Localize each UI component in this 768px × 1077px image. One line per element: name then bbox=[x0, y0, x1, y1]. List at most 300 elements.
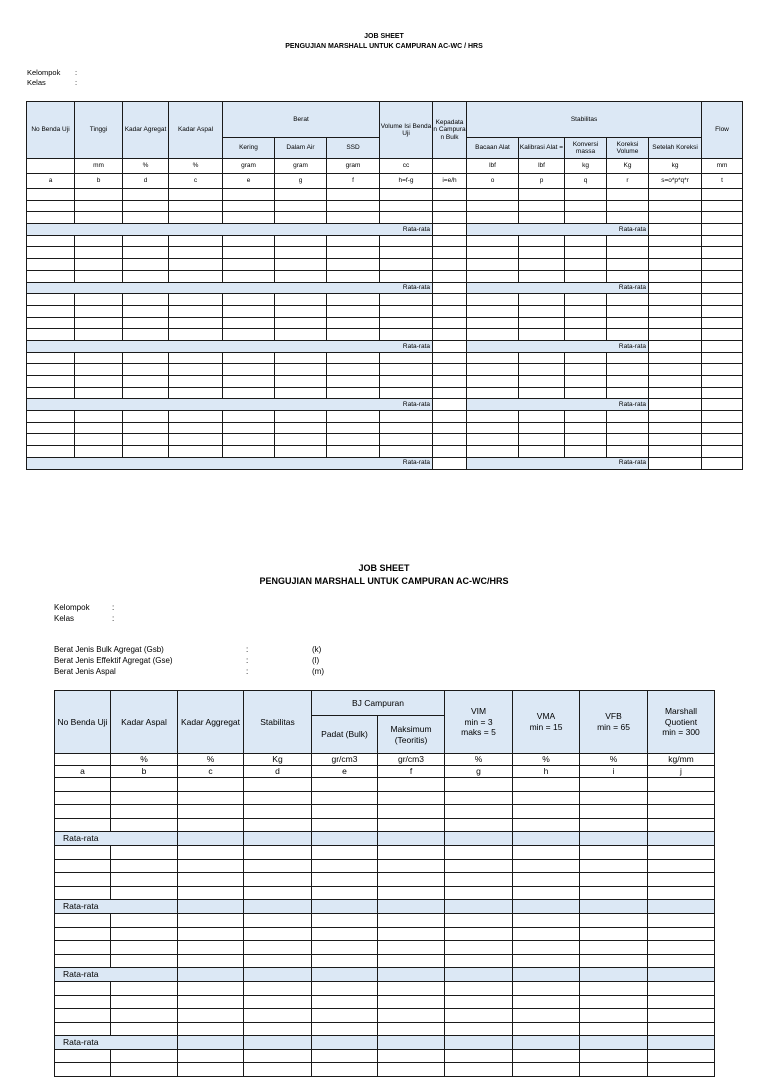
data-cell[interactable] bbox=[312, 927, 378, 941]
data-cell[interactable] bbox=[648, 981, 715, 995]
data-cell[interactable] bbox=[75, 446, 123, 458]
data-cell[interactable] bbox=[467, 189, 519, 201]
data-cell[interactable] bbox=[123, 446, 169, 458]
data-cell[interactable] bbox=[169, 317, 223, 329]
data-cell[interactable] bbox=[223, 411, 275, 423]
data-cell[interactable] bbox=[178, 981, 244, 995]
data-cell[interactable] bbox=[580, 981, 648, 995]
data-cell[interactable] bbox=[27, 329, 75, 341]
data-cell[interactable] bbox=[378, 818, 445, 832]
data-cell[interactable] bbox=[312, 778, 378, 792]
data-cell[interactable] bbox=[467, 376, 519, 388]
data-cell[interactable] bbox=[580, 1009, 648, 1023]
rata-rata-value[interactable] bbox=[244, 832, 312, 846]
data-cell[interactable] bbox=[312, 873, 378, 887]
data-cell[interactable] bbox=[380, 189, 433, 201]
rata-rata-value[interactable] bbox=[580, 832, 648, 846]
data-cell[interactable] bbox=[75, 270, 123, 282]
data-cell[interactable] bbox=[327, 235, 380, 247]
data-cell[interactable] bbox=[111, 805, 178, 819]
rata-rata-value[interactable] bbox=[649, 457, 702, 469]
data-cell[interactable] bbox=[75, 189, 123, 201]
data-cell[interactable] bbox=[27, 434, 75, 446]
data-cell[interactable] bbox=[702, 212, 743, 224]
data-cell[interactable] bbox=[312, 954, 378, 968]
data-cell[interactable] bbox=[55, 886, 111, 900]
data-cell[interactable] bbox=[513, 845, 580, 859]
data-cell[interactable] bbox=[223, 317, 275, 329]
data-cell[interactable] bbox=[275, 364, 327, 376]
data-cell[interactable] bbox=[55, 778, 111, 792]
data-cell[interactable] bbox=[378, 859, 445, 873]
data-cell[interactable] bbox=[380, 212, 433, 224]
data-cell[interactable] bbox=[649, 200, 702, 212]
data-cell[interactable] bbox=[702, 270, 743, 282]
data-cell[interactable] bbox=[111, 886, 178, 900]
data-cell[interactable] bbox=[111, 927, 178, 941]
data-cell[interactable] bbox=[519, 422, 565, 434]
data-cell[interactable] bbox=[580, 886, 648, 900]
data-cell[interactable] bbox=[111, 818, 178, 832]
rata-rata-value[interactable] bbox=[378, 968, 445, 982]
data-cell[interactable] bbox=[565, 189, 607, 201]
data-cell[interactable] bbox=[312, 845, 378, 859]
data-cell[interactable] bbox=[607, 446, 649, 458]
data-cell[interactable] bbox=[378, 805, 445, 819]
data-cell[interactable] bbox=[27, 235, 75, 247]
data-cell[interactable] bbox=[111, 1063, 178, 1077]
data-cell[interactable] bbox=[223, 329, 275, 341]
data-cell[interactable] bbox=[327, 411, 380, 423]
data-cell[interactable] bbox=[519, 411, 565, 423]
data-cell[interactable] bbox=[55, 927, 111, 941]
data-cell[interactable] bbox=[445, 1009, 513, 1023]
rata-rata-value[interactable] bbox=[433, 282, 467, 294]
data-cell[interactable] bbox=[178, 778, 244, 792]
data-cell[interactable] bbox=[178, 1022, 244, 1036]
data-cell[interactable] bbox=[565, 305, 607, 317]
data-cell[interactable] bbox=[519, 364, 565, 376]
data-cell[interactable] bbox=[513, 886, 580, 900]
data-cell[interactable] bbox=[111, 1009, 178, 1023]
data-cell[interactable] bbox=[702, 200, 743, 212]
data-cell[interactable] bbox=[378, 941, 445, 955]
data-cell[interactable] bbox=[111, 941, 178, 955]
data-cell[interactable] bbox=[169, 270, 223, 282]
data-cell[interactable] bbox=[275, 200, 327, 212]
data-cell[interactable] bbox=[378, 981, 445, 995]
data-cell[interactable] bbox=[55, 995, 111, 1009]
rata-rata-value[interactable] bbox=[433, 340, 467, 352]
data-cell[interactable] bbox=[607, 200, 649, 212]
data-cell[interactable] bbox=[244, 1049, 312, 1063]
data-cell[interactable] bbox=[433, 317, 467, 329]
rata-rata-value[interactable] bbox=[513, 832, 580, 846]
data-cell[interactable] bbox=[275, 329, 327, 341]
data-cell[interactable] bbox=[580, 995, 648, 1009]
data-cell[interactable] bbox=[648, 873, 715, 887]
data-cell[interactable] bbox=[169, 422, 223, 434]
rata-rata-value[interactable] bbox=[244, 1036, 312, 1050]
data-cell[interactable] bbox=[519, 446, 565, 458]
data-cell[interactable] bbox=[327, 352, 380, 364]
data-cell[interactable] bbox=[75, 411, 123, 423]
data-cell[interactable] bbox=[445, 1049, 513, 1063]
data-cell[interactable] bbox=[169, 259, 223, 271]
data-cell[interactable] bbox=[55, 818, 111, 832]
data-cell[interactable] bbox=[702, 317, 743, 329]
data-cell[interactable] bbox=[648, 1022, 715, 1036]
data-cell[interactable] bbox=[312, 859, 378, 873]
data-cell[interactable] bbox=[169, 376, 223, 388]
data-cell[interactable] bbox=[275, 270, 327, 282]
data-cell[interactable] bbox=[178, 913, 244, 927]
data-cell[interactable] bbox=[580, 778, 648, 792]
data-cell[interactable] bbox=[244, 913, 312, 927]
data-cell[interactable] bbox=[327, 259, 380, 271]
data-cell[interactable] bbox=[519, 247, 565, 259]
data-cell[interactable] bbox=[702, 434, 743, 446]
data-cell[interactable] bbox=[648, 995, 715, 1009]
data-cell[interactable] bbox=[178, 859, 244, 873]
data-cell[interactable] bbox=[519, 200, 565, 212]
data-cell[interactable] bbox=[312, 791, 378, 805]
rata-rata-value[interactable] bbox=[513, 968, 580, 982]
data-cell[interactable] bbox=[378, 954, 445, 968]
data-cell[interactable] bbox=[513, 1063, 580, 1077]
data-cell[interactable] bbox=[702, 387, 743, 399]
data-cell[interactable] bbox=[607, 189, 649, 201]
data-cell[interactable] bbox=[513, 954, 580, 968]
data-cell[interactable] bbox=[55, 954, 111, 968]
rata-rata-value[interactable] bbox=[445, 1036, 513, 1050]
data-cell[interactable] bbox=[123, 352, 169, 364]
data-cell[interactable] bbox=[223, 434, 275, 446]
rata-rata-value[interactable] bbox=[244, 900, 312, 914]
data-cell[interactable] bbox=[123, 189, 169, 201]
data-cell[interactable] bbox=[75, 329, 123, 341]
data-cell[interactable] bbox=[378, 791, 445, 805]
data-cell[interactable] bbox=[607, 422, 649, 434]
data-cell[interactable] bbox=[467, 364, 519, 376]
data-cell[interactable] bbox=[27, 189, 75, 201]
rata-rata-value[interactable] bbox=[433, 457, 467, 469]
data-cell[interactable] bbox=[565, 270, 607, 282]
data-cell[interactable] bbox=[702, 305, 743, 317]
data-cell[interactable] bbox=[580, 791, 648, 805]
data-cell[interactable] bbox=[378, 845, 445, 859]
data-cell[interactable] bbox=[123, 235, 169, 247]
data-cell[interactable] bbox=[519, 329, 565, 341]
data-cell[interactable] bbox=[565, 422, 607, 434]
rata-rata-value[interactable] bbox=[378, 1036, 445, 1050]
data-cell[interactable] bbox=[433, 446, 467, 458]
data-cell[interactable] bbox=[27, 317, 75, 329]
data-cell[interactable] bbox=[275, 434, 327, 446]
data-cell[interactable] bbox=[513, 805, 580, 819]
data-cell[interactable] bbox=[123, 200, 169, 212]
data-cell[interactable] bbox=[378, 995, 445, 1009]
data-cell[interactable] bbox=[178, 954, 244, 968]
data-cell[interactable] bbox=[178, 1063, 244, 1077]
data-cell[interactable] bbox=[565, 200, 607, 212]
rata-rata-value[interactable] bbox=[648, 832, 715, 846]
data-cell[interactable] bbox=[702, 364, 743, 376]
data-cell[interactable] bbox=[580, 927, 648, 941]
data-cell[interactable] bbox=[223, 305, 275, 317]
data-cell[interactable] bbox=[312, 1009, 378, 1023]
rata-rata-value[interactable] bbox=[178, 832, 244, 846]
data-cell[interactable] bbox=[648, 954, 715, 968]
data-cell[interactable] bbox=[111, 845, 178, 859]
data-cell[interactable] bbox=[380, 411, 433, 423]
data-cell[interactable] bbox=[380, 294, 433, 306]
data-cell[interactable] bbox=[378, 1022, 445, 1036]
data-cell[interactable] bbox=[169, 411, 223, 423]
data-cell[interactable] bbox=[244, 1022, 312, 1036]
data-cell[interactable] bbox=[27, 376, 75, 388]
data-cell[interactable] bbox=[445, 995, 513, 1009]
data-cell[interactable] bbox=[55, 873, 111, 887]
data-cell[interactable] bbox=[649, 270, 702, 282]
data-cell[interactable] bbox=[275, 247, 327, 259]
data-cell[interactable] bbox=[178, 1049, 244, 1063]
data-cell[interactable] bbox=[244, 791, 312, 805]
data-cell[interactable] bbox=[55, 1022, 111, 1036]
rata-rata-value[interactable] bbox=[433, 224, 467, 236]
data-cell[interactable] bbox=[649, 259, 702, 271]
data-cell[interactable] bbox=[169, 329, 223, 341]
data-cell[interactable] bbox=[380, 235, 433, 247]
data-cell[interactable] bbox=[433, 387, 467, 399]
rata-rata-value[interactable] bbox=[513, 1036, 580, 1050]
data-cell[interactable] bbox=[55, 981, 111, 995]
data-cell[interactable] bbox=[433, 364, 467, 376]
data-cell[interactable] bbox=[565, 411, 607, 423]
rata-rata-value[interactable] bbox=[649, 282, 702, 294]
data-cell[interactable] bbox=[445, 778, 513, 792]
data-cell[interactable] bbox=[378, 886, 445, 900]
data-cell[interactable] bbox=[327, 329, 380, 341]
data-cell[interactable] bbox=[275, 446, 327, 458]
data-cell[interactable] bbox=[55, 791, 111, 805]
data-cell[interactable] bbox=[55, 1009, 111, 1023]
rata-rata-value[interactable] bbox=[702, 224, 743, 236]
data-cell[interactable] bbox=[178, 927, 244, 941]
data-cell[interactable] bbox=[649, 364, 702, 376]
data-cell[interactable] bbox=[275, 387, 327, 399]
data-cell[interactable] bbox=[178, 886, 244, 900]
rata-rata-value[interactable] bbox=[378, 900, 445, 914]
data-cell[interactable] bbox=[433, 270, 467, 282]
data-cell[interactable] bbox=[702, 411, 743, 423]
data-cell[interactable] bbox=[519, 317, 565, 329]
data-cell[interactable] bbox=[433, 422, 467, 434]
data-cell[interactable] bbox=[223, 446, 275, 458]
data-cell[interactable] bbox=[111, 954, 178, 968]
data-cell[interactable] bbox=[111, 873, 178, 887]
data-cell[interactable] bbox=[111, 1022, 178, 1036]
data-cell[interactable] bbox=[607, 247, 649, 259]
data-cell[interactable] bbox=[123, 259, 169, 271]
data-cell[interactable] bbox=[312, 913, 378, 927]
data-cell[interactable] bbox=[649, 294, 702, 306]
data-cell[interactable] bbox=[445, 1063, 513, 1077]
data-cell[interactable] bbox=[702, 189, 743, 201]
data-cell[interactable] bbox=[513, 873, 580, 887]
data-cell[interactable] bbox=[433, 189, 467, 201]
data-cell[interactable] bbox=[445, 941, 513, 955]
data-cell[interactable] bbox=[649, 352, 702, 364]
data-cell[interactable] bbox=[607, 270, 649, 282]
data-cell[interactable] bbox=[123, 376, 169, 388]
data-cell[interactable] bbox=[648, 805, 715, 819]
rata-rata-value[interactable] bbox=[312, 832, 378, 846]
data-cell[interactable] bbox=[649, 329, 702, 341]
data-cell[interactable] bbox=[223, 247, 275, 259]
data-cell[interactable] bbox=[467, 329, 519, 341]
data-cell[interactable] bbox=[565, 259, 607, 271]
data-cell[interactable] bbox=[649, 247, 702, 259]
data-cell[interactable] bbox=[275, 352, 327, 364]
data-cell[interactable] bbox=[27, 200, 75, 212]
rata-rata-value[interactable] bbox=[178, 1036, 244, 1050]
data-cell[interactable] bbox=[27, 422, 75, 434]
data-cell[interactable] bbox=[702, 294, 743, 306]
data-cell[interactable] bbox=[27, 305, 75, 317]
data-cell[interactable] bbox=[648, 1049, 715, 1063]
data-cell[interactable] bbox=[433, 247, 467, 259]
data-cell[interactable] bbox=[75, 212, 123, 224]
data-cell[interactable] bbox=[223, 364, 275, 376]
data-cell[interactable] bbox=[75, 364, 123, 376]
data-cell[interactable] bbox=[244, 981, 312, 995]
data-cell[interactable] bbox=[327, 364, 380, 376]
data-cell[interactable] bbox=[169, 247, 223, 259]
data-cell[interactable] bbox=[467, 352, 519, 364]
data-cell[interactable] bbox=[275, 317, 327, 329]
data-cell[interactable] bbox=[178, 941, 244, 955]
data-cell[interactable] bbox=[513, 995, 580, 1009]
data-cell[interactable] bbox=[433, 200, 467, 212]
data-cell[interactable] bbox=[607, 387, 649, 399]
data-cell[interactable] bbox=[378, 1049, 445, 1063]
data-cell[interactable] bbox=[565, 212, 607, 224]
data-cell[interactable] bbox=[607, 259, 649, 271]
data-cell[interactable] bbox=[275, 189, 327, 201]
rata-rata-value[interactable] bbox=[702, 457, 743, 469]
data-cell[interactable] bbox=[513, 1009, 580, 1023]
data-cell[interactable] bbox=[169, 387, 223, 399]
data-cell[interactable] bbox=[580, 845, 648, 859]
data-cell[interactable] bbox=[380, 434, 433, 446]
data-cell[interactable] bbox=[445, 845, 513, 859]
data-cell[interactable] bbox=[467, 200, 519, 212]
data-cell[interactable] bbox=[244, 995, 312, 1009]
data-cell[interactable] bbox=[649, 434, 702, 446]
data-cell[interactable] bbox=[580, 1049, 648, 1063]
data-cell[interactable] bbox=[649, 189, 702, 201]
data-cell[interactable] bbox=[327, 446, 380, 458]
data-cell[interactable] bbox=[244, 818, 312, 832]
data-cell[interactable] bbox=[702, 352, 743, 364]
data-cell[interactable] bbox=[467, 294, 519, 306]
data-cell[interactable] bbox=[445, 913, 513, 927]
data-cell[interactable] bbox=[433, 235, 467, 247]
data-cell[interactable] bbox=[327, 387, 380, 399]
data-cell[interactable] bbox=[275, 422, 327, 434]
rata-rata-value[interactable] bbox=[312, 1036, 378, 1050]
data-cell[interactable] bbox=[27, 387, 75, 399]
data-cell[interactable] bbox=[380, 422, 433, 434]
data-cell[interactable] bbox=[111, 791, 178, 805]
data-cell[interactable] bbox=[580, 818, 648, 832]
data-cell[interactable] bbox=[580, 805, 648, 819]
rata-rata-value[interactable] bbox=[580, 968, 648, 982]
rata-rata-value[interactable] bbox=[312, 900, 378, 914]
data-cell[interactable] bbox=[467, 446, 519, 458]
data-cell[interactable] bbox=[519, 270, 565, 282]
data-cell[interactable] bbox=[519, 434, 565, 446]
data-cell[interactable] bbox=[244, 886, 312, 900]
data-cell[interactable] bbox=[223, 422, 275, 434]
data-cell[interactable] bbox=[445, 805, 513, 819]
data-cell[interactable] bbox=[75, 247, 123, 259]
rata-rata-value[interactable] bbox=[244, 968, 312, 982]
data-cell[interactable] bbox=[445, 859, 513, 873]
data-cell[interactable] bbox=[649, 422, 702, 434]
data-cell[interactable] bbox=[378, 927, 445, 941]
data-cell[interactable] bbox=[580, 859, 648, 873]
data-cell[interactable] bbox=[169, 212, 223, 224]
data-cell[interactable] bbox=[467, 212, 519, 224]
data-cell[interactable] bbox=[244, 954, 312, 968]
data-cell[interactable] bbox=[55, 1063, 111, 1077]
data-cell[interactable] bbox=[467, 411, 519, 423]
data-cell[interactable] bbox=[111, 913, 178, 927]
data-cell[interactable] bbox=[27, 446, 75, 458]
data-cell[interactable] bbox=[445, 818, 513, 832]
data-cell[interactable] bbox=[244, 845, 312, 859]
data-cell[interactable] bbox=[565, 294, 607, 306]
data-cell[interactable] bbox=[648, 859, 715, 873]
rata-rata-value[interactable] bbox=[580, 1036, 648, 1050]
data-cell[interactable] bbox=[433, 376, 467, 388]
data-cell[interactable] bbox=[649, 305, 702, 317]
data-cell[interactable] bbox=[467, 305, 519, 317]
rata-rata-value[interactable] bbox=[445, 900, 513, 914]
data-cell[interactable] bbox=[169, 364, 223, 376]
data-cell[interactable] bbox=[55, 913, 111, 927]
data-cell[interactable] bbox=[513, 791, 580, 805]
data-cell[interactable] bbox=[27, 259, 75, 271]
data-cell[interactable] bbox=[275, 294, 327, 306]
data-cell[interactable] bbox=[519, 376, 565, 388]
data-cell[interactable] bbox=[244, 805, 312, 819]
data-cell[interactable] bbox=[445, 954, 513, 968]
data-cell[interactable] bbox=[75, 317, 123, 329]
data-cell[interactable] bbox=[565, 235, 607, 247]
data-cell[interactable] bbox=[169, 352, 223, 364]
data-cell[interactable] bbox=[702, 235, 743, 247]
data-cell[interactable] bbox=[275, 411, 327, 423]
rata-rata-value[interactable] bbox=[178, 968, 244, 982]
data-cell[interactable] bbox=[519, 189, 565, 201]
data-cell[interactable] bbox=[275, 376, 327, 388]
data-cell[interactable] bbox=[445, 873, 513, 887]
rata-rata-value[interactable] bbox=[312, 968, 378, 982]
data-cell[interactable] bbox=[178, 873, 244, 887]
